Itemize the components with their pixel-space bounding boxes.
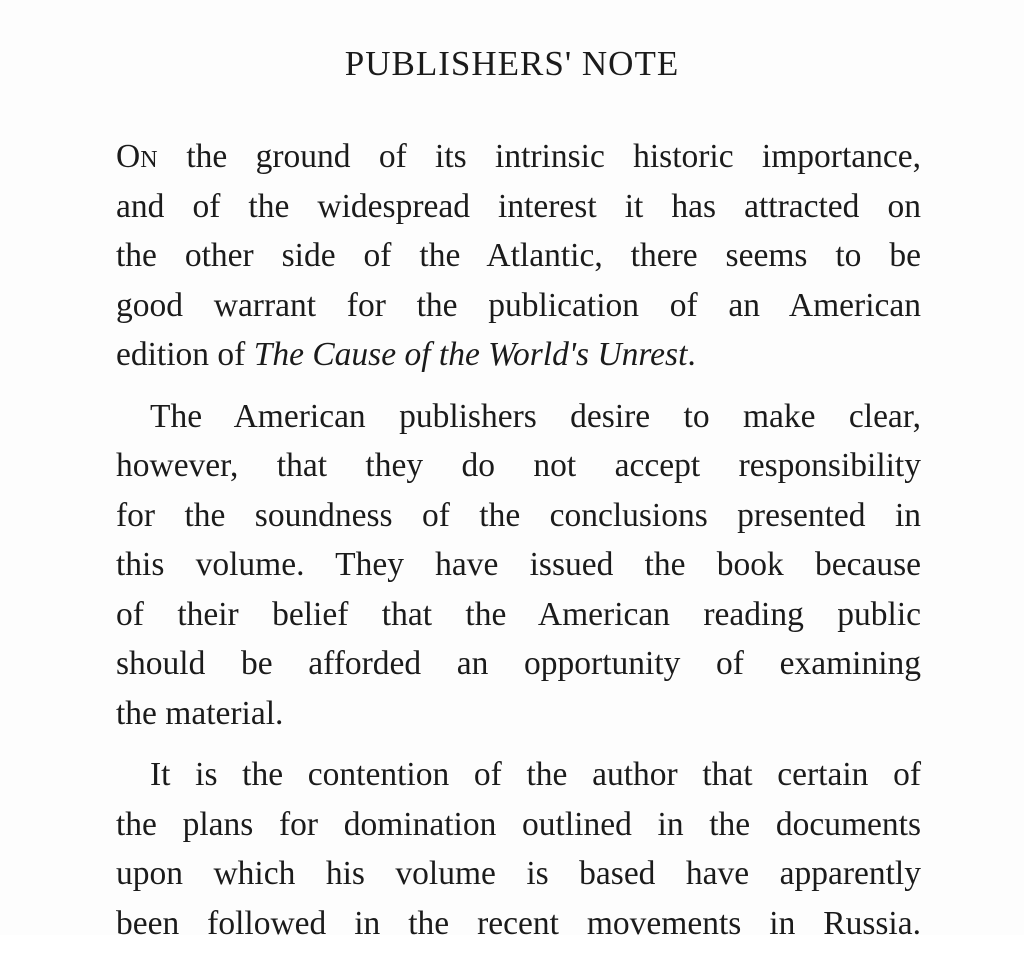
line-text: the ground of its intrinsic historic importance, xyxy=(158,138,921,175)
page-title: PUBLISHERS' NOTE xyxy=(344,44,680,83)
text-line xyxy=(116,132,921,182)
text-line: the other side of the Atlantic, there seems to be xyxy=(116,237,921,274)
small-caps-rest: N xyxy=(140,147,159,173)
body-text xyxy=(116,132,921,960)
paragraph-2 xyxy=(116,392,921,739)
text-line: for the soundness of the conclusions presented in xyxy=(116,496,921,534)
text-line: the plans for domination outlined in the documents xyxy=(116,805,921,843)
text-line: been followed in the recent movements in Russia. xyxy=(116,904,921,942)
text-line xyxy=(116,330,921,380)
text-line: upon which his volume is based have apparently xyxy=(116,855,921,892)
text-line: and of the widespread interest it has attracted on xyxy=(116,187,921,225)
text-line: It is the contention of the author that certain of xyxy=(150,756,921,793)
paragraph-1 xyxy=(116,132,921,380)
paragraph-3 xyxy=(116,750,921,948)
text-line: however, that they do not accept responsibility xyxy=(116,447,921,484)
text-line: this volume. They have issued the book because xyxy=(116,546,921,583)
line-text-end: . xyxy=(687,336,696,373)
text-line: should be afforded an opportunity of examining xyxy=(116,645,921,682)
text-line: The American publishers desire to make clear, xyxy=(150,397,921,435)
text-line: good warrant for the publication of an American xyxy=(116,286,921,324)
text-line: the material. xyxy=(116,694,284,732)
line-text: edition of xyxy=(116,336,254,373)
book-title-italic: The Cause of the World's Unrest xyxy=(253,336,688,373)
small-caps-first-letter: O xyxy=(116,138,141,175)
text-line: of their belief that the American reading public xyxy=(116,595,921,633)
